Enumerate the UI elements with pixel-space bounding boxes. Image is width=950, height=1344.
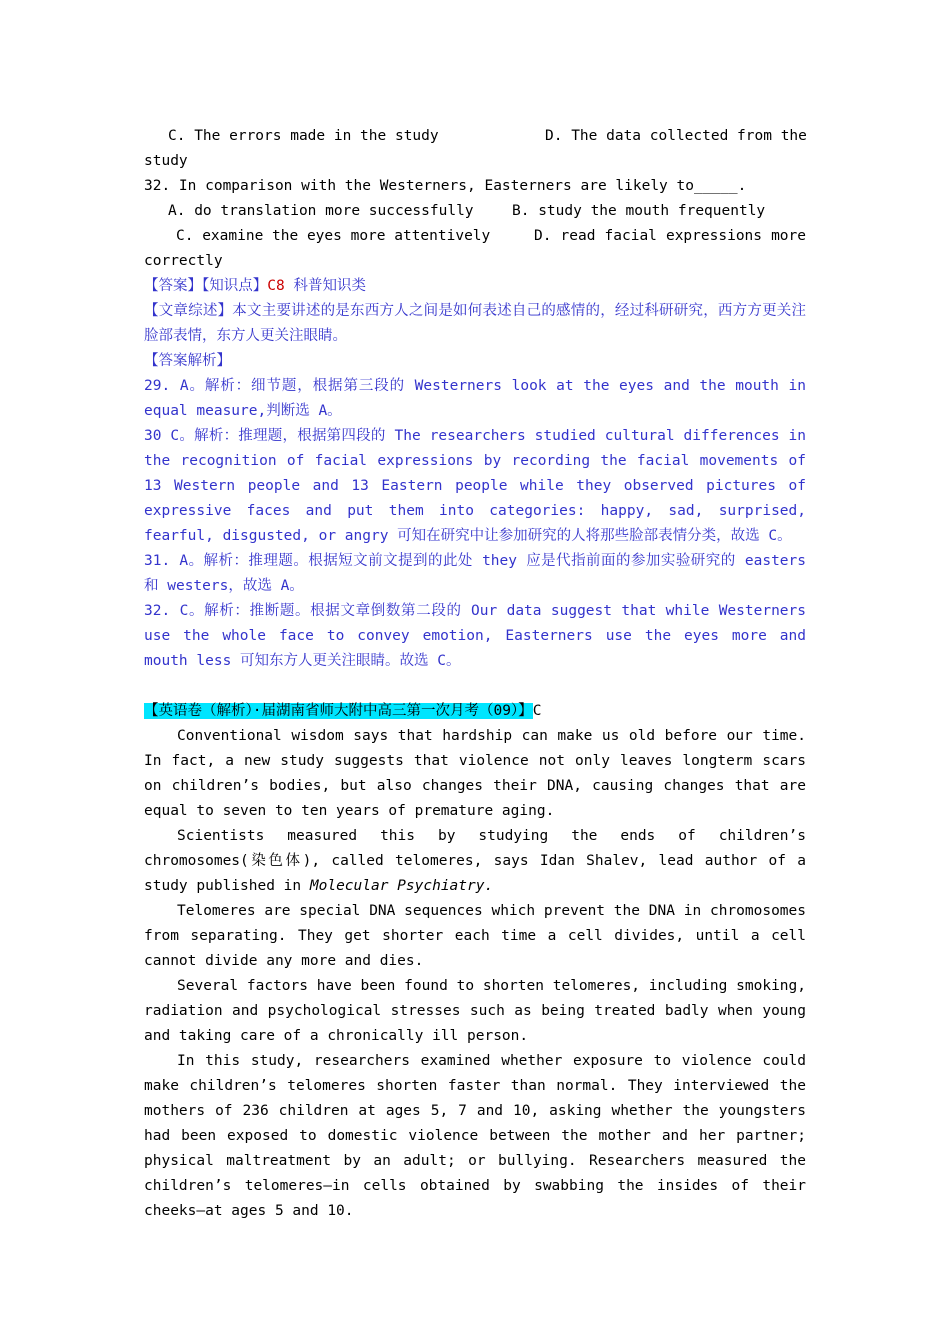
analysis-32: 32. C。解析：推断题。根据文章倒数第二段的 Our data suggest that while Westerners use the whole face to convey emotion, Easterners use the eyes more and mouth less 可知东方人更关注眼睛。故选 C。: [144, 603, 806, 669]
passage-paragraph-2-text: Scientists measured this by studying the ends of children’s chromosomes(染色体), called telomeres, says Idan Shalev, lead author of a study published in: [144, 828, 806, 894]
journal-name: Molecular Psychiatry.: [309, 878, 494, 894]
q32-stem: 32. In comparison with the Westerners, Easterners are likely to_____.: [144, 178, 747, 194]
analysis-list: [144, 374, 806, 674]
passage-paragraph-2: [144, 824, 806, 899]
answer-label: 【答案】【知识点】: [144, 278, 268, 294]
analysis-30: 30 C。解析：推理题，根据第四段的 The researchers studied cultural differences in the recognition of facial expressions by recording the facial movements of 13 Western people and 13 Eastern people while they observed pictures of expressive faces and put them into categories: happy, sad, surprised, fearful, disgusted, or angry 可知在研究中让参加研究的人将那些脸部表情分类，故选 C。: [144, 428, 806, 544]
passage-paragraph-4: Several factors have been found to shorten telomeres, including smoking, radiation and psychological stresses such as being treated badly when young and taking care of a chronically ill person.: [144, 978, 806, 1044]
passage-paragraph-3: Telomeres are special DNA sequences which prevent the DNA in chromosomes from separating. They get shorter each time a cell divides, until a cell cannot divide any more and dies.: [144, 903, 806, 969]
q31-option-d-cont: study: [144, 153, 188, 169]
passage-paragraph-5: In this study, researchers examined whether exposure to violence could make children’s telomeres shorten faster than normal. They interviewed the mothers of 236 children at ages 5, 7 and 10, asking whether the youngsters had been exposed to domestic violence between the mother and her partner; physical maltreatment by an adult; or bullying. Researchers measured the children’s telomeres—in cells obtained by swabbing the insides of their cheeks—at ages 5 and 10.: [144, 1053, 806, 1219]
section-header: 【英语卷（解析）·届湖南省师大附中高三第一次月考（09）】: [144, 703, 533, 719]
knowledge-code: C8: [267, 278, 285, 294]
analysis-29: 29. A。解析：细节题，根据第三段的 Westerners look at the eyes and the mouth in equal measure,判断选 A。: [144, 378, 806, 419]
analysis-label: 【答案解析】: [144, 353, 231, 369]
article-summary: [144, 299, 806, 349]
answer-line: [144, 274, 806, 299]
q32-option-a: A. do translation more successfully: [168, 203, 474, 219]
q31-options-cd: [144, 124, 806, 149]
q32-option-b: B. study the mouth frequently: [512, 203, 766, 219]
passage-paragraph-1: Conventional wisdom says that hardship can make us old before our time. In fact, a new study suggests that violence not only leaves longterm scars on children’s bodies, but also changes their DNA, causing changes that are equal to seven to ten years of premature aging.: [144, 728, 806, 819]
document-page: [144, 124, 806, 1224]
q31-option-d: D. The data collected from the: [545, 128, 807, 144]
q32-option-c: C. examine the eyes more attentively: [176, 228, 491, 244]
q32-option-d-cont: correctly: [144, 253, 223, 269]
section-letter: C: [532, 703, 542, 719]
summary-text: 本文主要讲述的是东西方人之间是如何表述自己的感情的，经过科研研究，西方方更关注脸部表情，东方人更关注眼睛。: [144, 303, 806, 344]
q32-options-ab: [144, 199, 806, 224]
section-header-line: [144, 699, 806, 724]
q31-option-c: C. The errors made in the study: [168, 128, 439, 144]
reading-passage: [144, 724, 806, 1224]
q32-option-d: D. read facial expressions more: [534, 228, 806, 244]
summary-label: 【文章综述】: [144, 303, 233, 319]
knowledge-category: 科普知识类: [293, 278, 366, 294]
q32-options-cd: [144, 224, 806, 249]
analysis-31: 31. A。解析：推理题。根据短文前文提到的此处 they 应是代指前面的参加实验研究的 easters 和 westers，故选 A。: [144, 553, 806, 594]
spacer: [144, 674, 806, 699]
